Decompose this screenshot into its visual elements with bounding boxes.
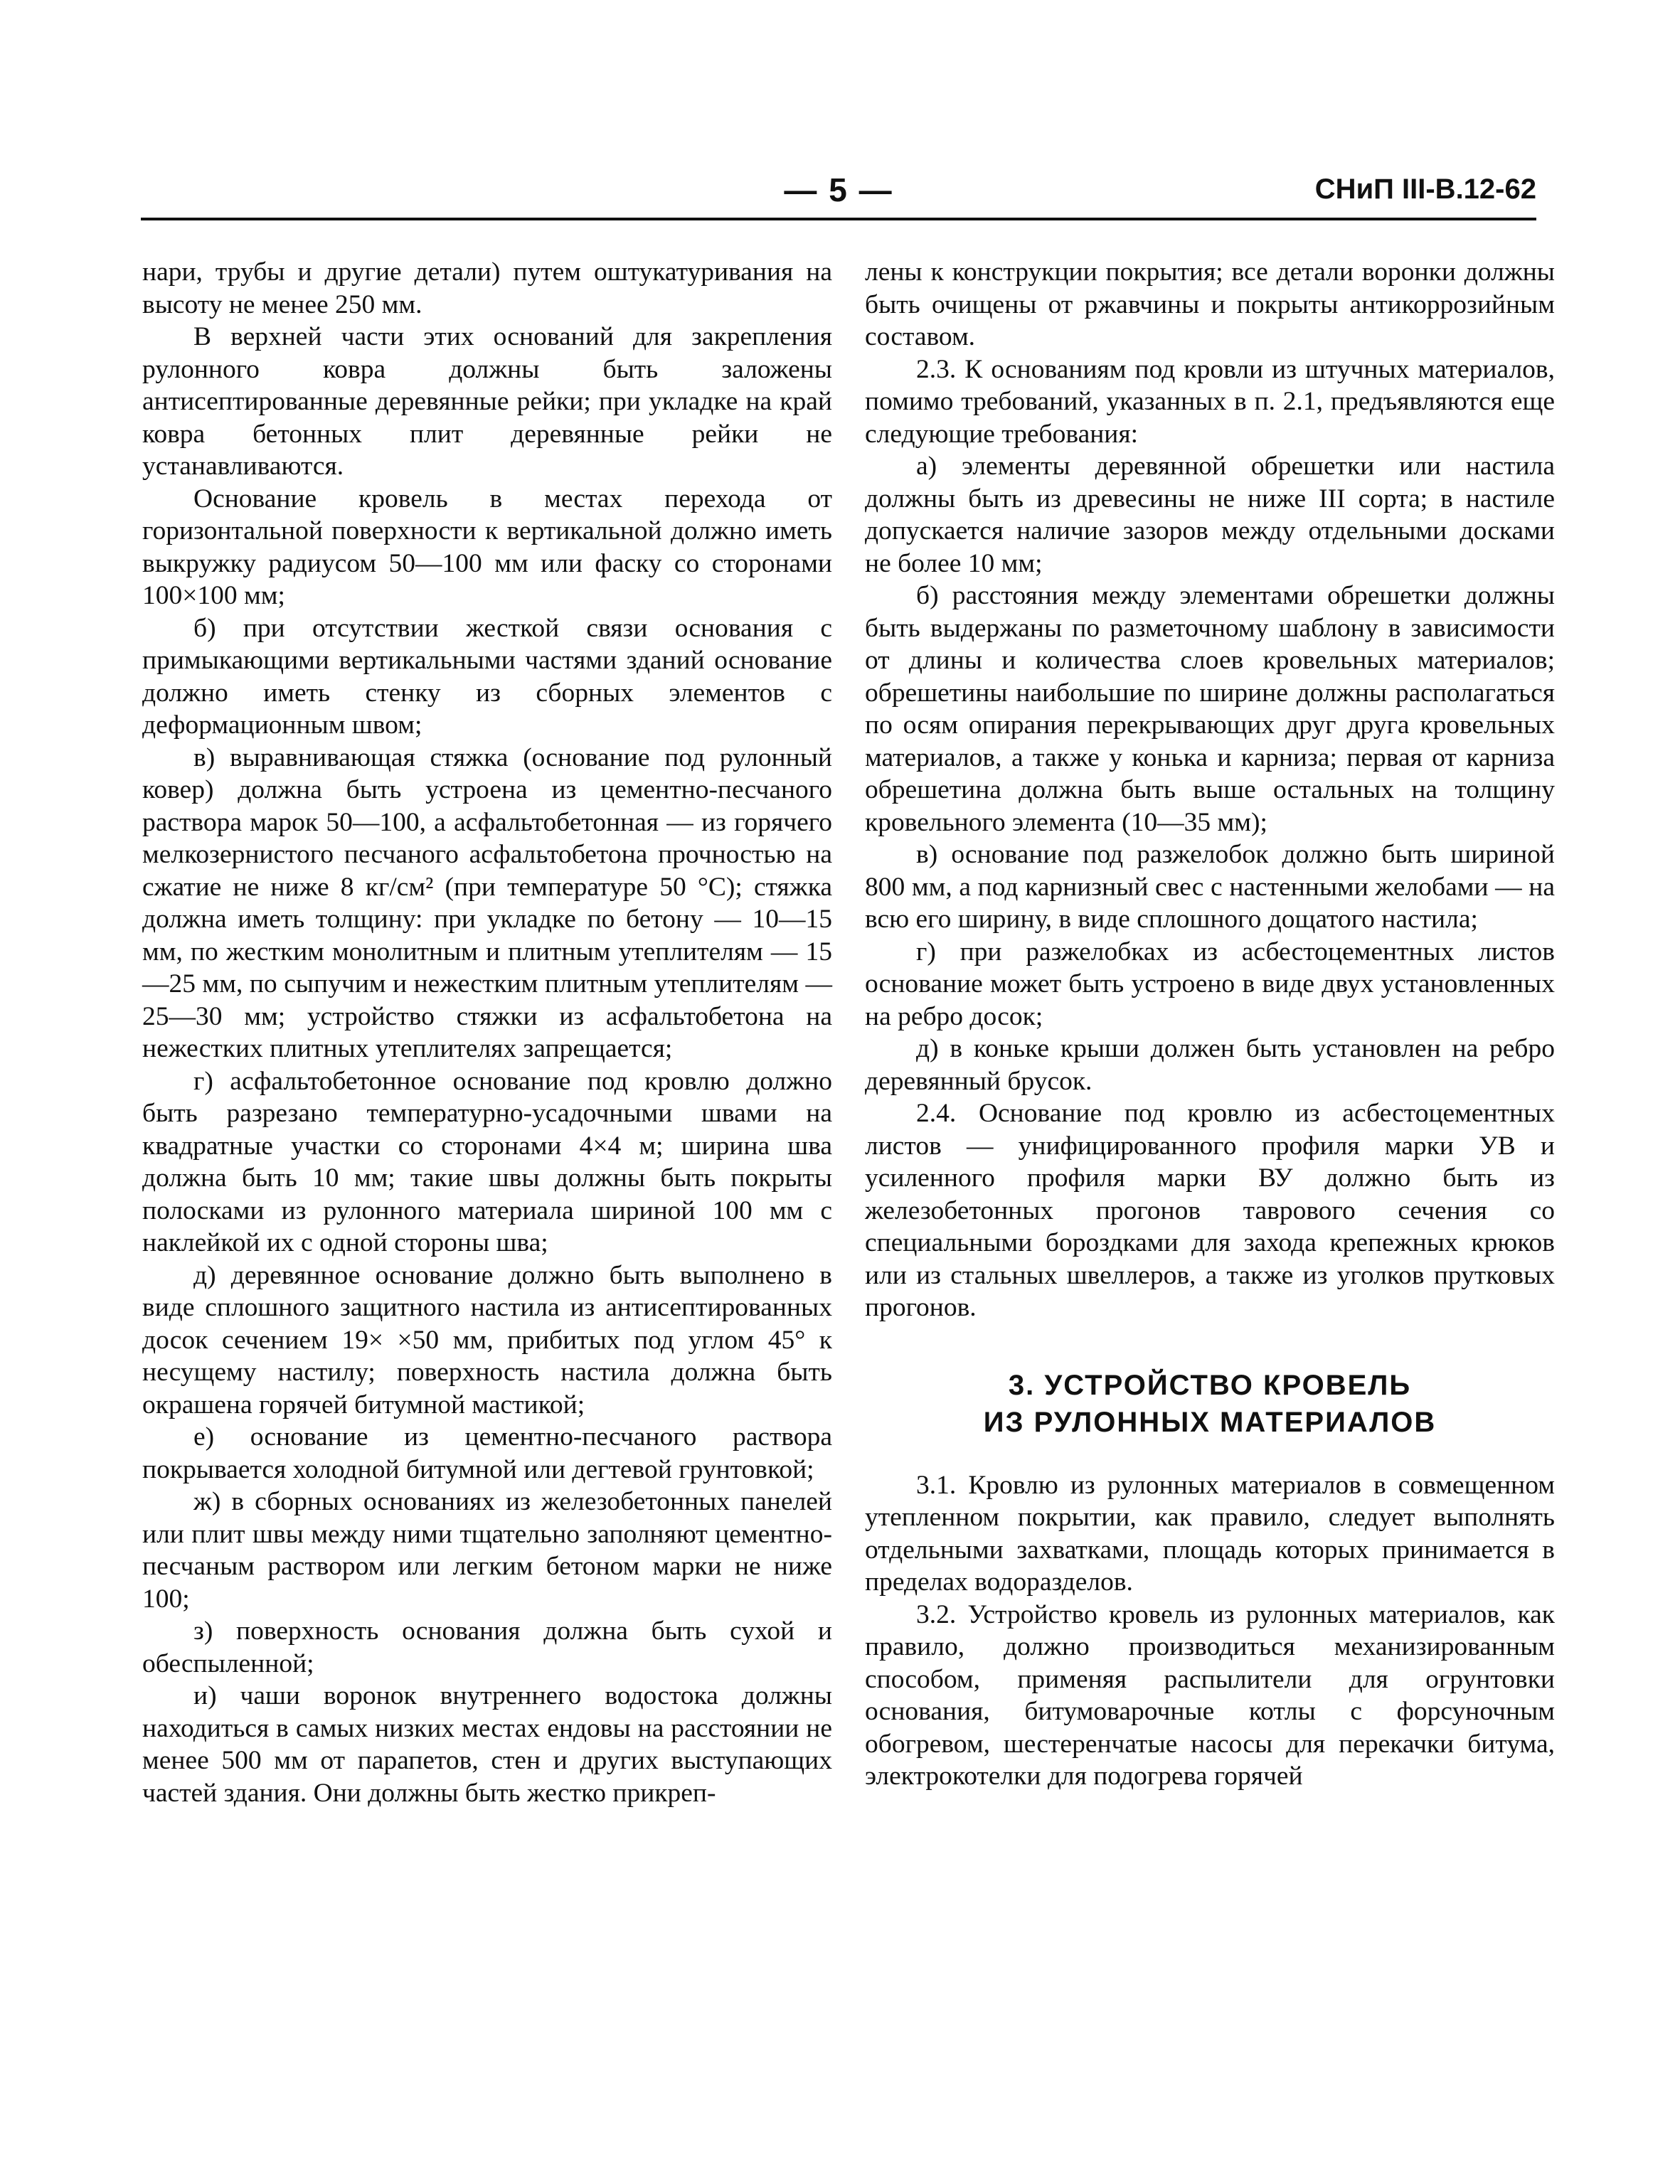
section-heading-line: 3. УСТРОЙСТВО КРОВЕЛЬ [1008, 1369, 1412, 1401]
paragraph: г) при разжелобках из асбестоцементных листов основание может быть устроено в виде двух установленных на ребро досок; [865, 937, 1555, 1031]
page-number: — 5 — [784, 171, 893, 208]
paragraph: д) деревянное основание должно быть выполнено в виде сплошного защитного настила из антисептированных досок сечением 19× ×50 мм, прибитых под углом 45° к несущему настилу; поверхность настила должна быть окрашена горячей битумной мастикой; [142, 1260, 832, 1419]
paragraph: б) при отсутствии жесткой связи основания с примыкающими вертикальными частями зданий основание должно иметь стенку из сборных элементов с деформационным швом; [142, 613, 832, 740]
paragraph: е) основание из цементно-песчаного раствора покрывается холодной битумной или дегтевой грунтовкой; [142, 1422, 832, 1484]
header-rule [141, 218, 1536, 220]
paragraph: г) асфальтобетонное основание под кровлю должно быть разрезано температурно-усадочными швами на квадратные участки со сторонами 4×4 м; ширина шва должна быть 10 мм; такие швы должны быть покрыты полосками из рулонного материала шириной 100 мм с наклейкой их с одной стороны шва; [142, 1066, 832, 1257]
left-column [142, 256, 832, 1809]
right-column [865, 256, 1555, 1793]
section-heading [865, 1367, 1555, 1441]
document-code: СНиП III-В.12-62 [1314, 174, 1536, 205]
paragraph: 3.2. Устройство кровель из рулонных материалов, как правило, должно производиться механизированным способом, применяя распылители для огрунтовки основания, битумоварочные котлы с форсуночным обогревом, шестеренчатые насосы для перекачки битума, электрокотелки для подогрева горячей [865, 1599, 1555, 1791]
paragraph: в) выравнивающая стяжка (основание под рулонный ковер) должна быть устроена из цементно-песчаного раствора марок 50—100, а асфальтобетонная — из горячего мелкозернистого песчаного асфальтобетона прочностью на сжатие не ниже 8 кг/см² (при температуре 50 °С); стяжка должна иметь толщину: при укладке по бетону — 10—15 мм, по жестким монолитным и плитным утеплителям — 15—25 мм, по сыпучим и нежестким плитным утеплителям — 25—30 мм; устройство стяжки из асфальтобетона на нежестких плитных утеплителях запрещается; [142, 742, 832, 1063]
paragraph: а) элементы деревянной обрешетки или настила должны быть из древесины не ниже III сорта; в настиле допускается наличие зазоров между отдельными досками не более 10 мм; [865, 452, 1555, 578]
paragraph: и) чаши воронок внутреннего водостока должны находиться в самых низких местах ендовы на расстоянии не менее 500 мм от парапетов, стен и других выступающих частей здания. Они должны быть жестко прикреп- [142, 1681, 832, 1808]
paragraph: лены к конструкции покрытия; все детали воронки должны быть очищены от ржавчины и покрыты антикоррозийным составом. [865, 257, 1555, 351]
section-heading-line: ИЗ РУЛОННЫХ МАТЕРИАЛОВ [983, 1406, 1437, 1438]
paragraph: Основание кровель в местах перехода от горизонтальной поверхности к вертикальной должно иметь выкружку радиусом 50—100 мм или фаску со сторонами 100×100 мм; [142, 484, 832, 610]
paragraph: В верхней части этих оснований для закрепления рулонного ковра должны быть заложены антисептированные деревянные рейки; при укладке на край ковра бетонных плит деревянные рейки не устанавливаются. [142, 322, 832, 481]
paragraph: з) поверхность основания должна быть сухой и обеспыленной; [142, 1616, 832, 1678]
paragraph: 3.1. Кровлю из рулонных материалов в совмещенном утепленном покрытии, как правило, следует выполнять отдельными захватками, площадь которых принимается в пределах водоразделов. [865, 1470, 1555, 1597]
page-header [141, 168, 1536, 218]
paragraph: нари, трубы и другие детали) путем оштукатуривания на высоту не менее 250 мм. [142, 257, 832, 319]
paragraph: ж) в сборных основаниях из железобетонных панелей или плит швы между ними тщательно заполняют цементно-песчаным раствором или легким бетоном марки не ниже 100; [142, 1487, 832, 1614]
paragraph: б) расстояния между элементами обрешетки должны быть выдержаны по разметочному шаблону в зависимости от длины и количества слоев кровельных материалов; обрешетины наибольшие по ширине должны располагаться по осям опирания перекрывающих друг друга кровельных материалов, а также у конька и карниза; первая от карниза обрешетина должна быть выше остальных на толщину кровельного элемента (10—35 мм); [865, 581, 1555, 837]
paragraph: в) основание под разжелобок должно быть шириной 800 мм, а под карнизный свес с настенными желобами — на всю его ширину, в виде сплошного дощатого настила; [865, 840, 1555, 934]
paragraph: 2.4. Основание под кровлю из асбестоцементных листов — унифицированного профиля марки УВ и усиленного профиля марки ВУ должно быть из железобетонных прогонов таврового сечения со специальными бороздками для захода крепежных крюков или из стальных швеллеров, а также из уголков прутковых прогонов. [865, 1099, 1555, 1322]
paragraph: 2.3. К основаниям под кровли из штучных материалов, помимо требований, указанных в п. 2.1, предъявляются еще следующие требования: [865, 354, 1555, 449]
paragraph: д) в коньке крыши должен быть установлен на ребро деревянный брусок. [865, 1034, 1555, 1096]
